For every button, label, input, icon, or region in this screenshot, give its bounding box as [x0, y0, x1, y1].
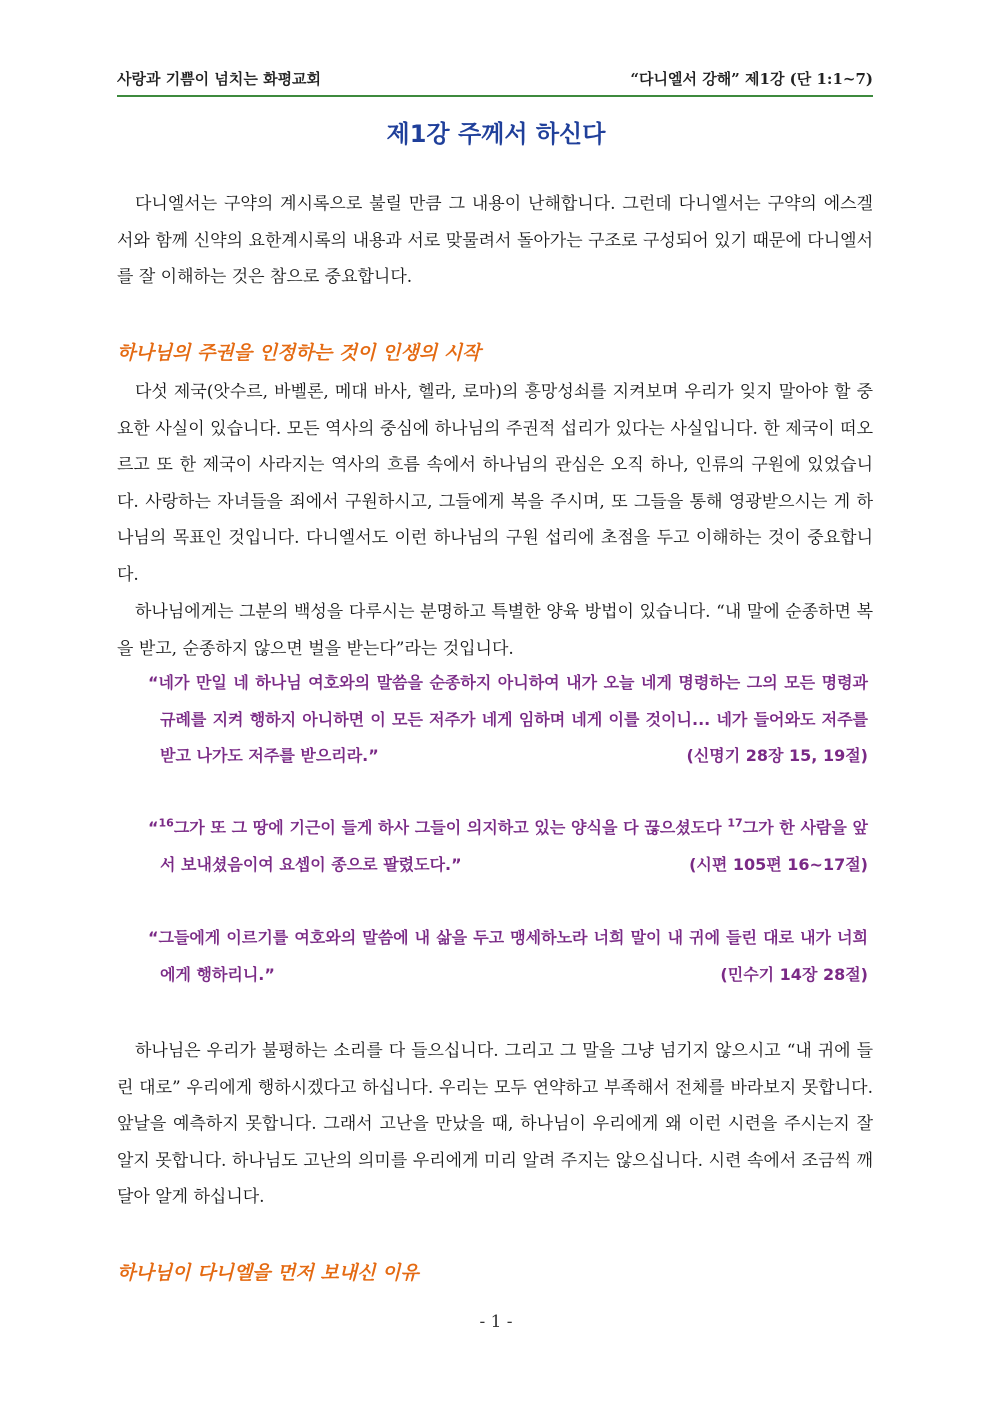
complaint-paragraph: 하나님은 우리가 불평하는 소리를 다 들으십니다. 그리고 그 말을 그냥 넘기지 않으시고 “내 귀에 들린 대로” 우리에게 행하시겠다고 하십니다. 우리는 모두 연약하고 부족해서 전체를 바라보지 못합니다. 앞날을 예측하지 못합니다. 그래서 고난을 만났을 때, 하나님이 우리에게 왜 이런 시련을 주시는지 잘 알지 못합니다. 하나님도 고난의 의미를 우리에게 미리 알려 주지는 않으십니다. 시련 속에서 조금씩 깨달아 알게 하십니다. [117, 1041, 873, 1207]
quote-deuteronomy-text: “네가 만일 네 하나님 여호와의 말씀을 순종하지 아니하여 내가 오늘 네게 명령하는 그의 모든 명령과 규례를 지켜 행하지 아니하면 이 모든 저주가 네게 임하며 네게 이를 것이니... 네가 들어와도 저주를 받고 나가도 저주를 받으리라.” [148, 673, 868, 765]
quote-psalm-ref: (시편 105편 16~17절) [689, 854, 868, 874]
parenting-paragraph: 하나님에게는 그분의 백성을 다루시는 분명하고 특별한 양육 방법이 있습니다. “내 말에 순종하면 복을 받고, 순종하지 않으면 벌을 받는다”라는 것입니다. [117, 602, 873, 659]
quote-numbers [148, 920, 868, 993]
quote-numbers-text: “그들에게 이르기를 여호와의 말씀에 내 삶을 두고 맹세하노라 너희 말이 내 귀에 들린 대로 내가 너희에게 행하리니.” [148, 928, 868, 984]
quote-psalm-part1: 그가 또 그 땅에 기근이 들게 하사 그들이 의지하고 있는 양식을 다 끊으셨도다 [173, 818, 728, 837]
quote-deuteronomy-ref: (신명기 28장 15, 19절) [686, 746, 868, 765]
intro-paragraph: 다니엘서는 구약의 계시록으로 불릴 만큼 그 내용이 난해합니다. 그런데 다니엘서는 구약의 에스겔서와 함께 신약의 요한계시록의 내용과 서로 맞물려서 돌아가는 구조로 구성되어 있기 때문에 다니엘서를 잘 이해하는 것은 참으로 중요합니다. [117, 194, 873, 287]
verse-16-number: 16 [158, 816, 174, 830]
page-number: - 1 - [479, 1312, 513, 1332]
quote-psalm [148, 810, 868, 883]
page-header [117, 68, 873, 97]
section-heading-sovereignty: 하나님의 주권을 인정하는 것이 인생의 시작 [117, 342, 481, 364]
quote-numbers-ref: (민수기 14장 28절) [720, 964, 868, 984]
lecture-title: 제1강 주께서 하신다 [386, 120, 606, 148]
quote-psalm-part2: 그가 한 사람을 앞서 보내셨음이여 요셉이 종으로 팔렸도다.” [160, 818, 868, 874]
header-series-title: “다니엘서 강해” 제1강 (단 1:1~7) [630, 70, 873, 88]
header-church-name: 사랑과 기쁨이 넘치는 화평교회 [117, 70, 322, 88]
sovereignty-paragraph: 다섯 제국(앗수르, 바벨론, 메대 바사, 헬라, 로마)의 흥망성쇠를 지켜보며 우리가 잊지 말아야 할 중요한 사실이 있습니다. 모든 역사의 중심에 하나님의 주권적 섭리가 있다는 사실입니다. 한 제국이 떠오르고 또 한 제국이 사라지는 역사의 흐름 속에서 하나님의 관심은 오직 하나, 인류의 구원에 있었습니다. 사랑하는 자녀들을 죄에서 구원하시고, 그들에게 복을 주시며, 또 그들을 통해 영광받으시는 게 하나님의 목표인 것입니다. 다니엘서도 이런 하나님의 구원 섭리에 초점을 두고 이해하는 것이 중요합니다. [117, 382, 873, 585]
quote-psalm-open: “ [148, 818, 159, 837]
section-heading-daniel: 하나님이 다니엘을 먼저 보내신 이유 [117, 1262, 419, 1284]
verse-17-number: 17 [727, 816, 743, 830]
quote-deuteronomy [148, 665, 868, 775]
